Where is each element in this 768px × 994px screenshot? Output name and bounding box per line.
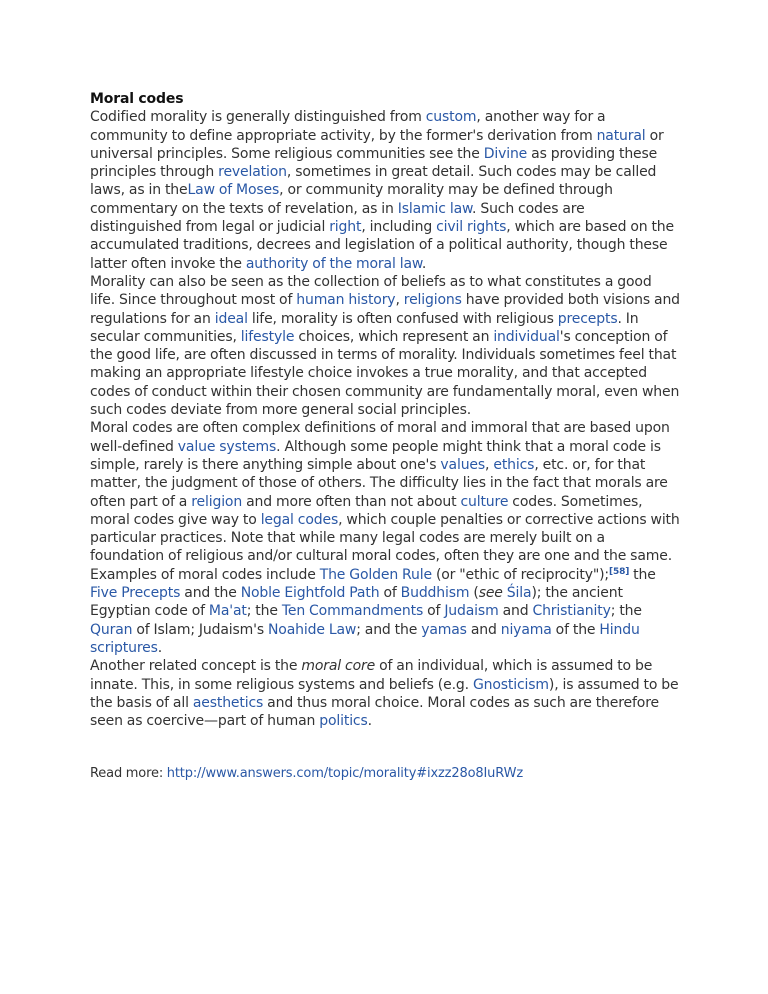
link-buddhism[interactable]: Buddhism (400, 585, 470, 602)
link-niyama[interactable]: niyama (500, 621, 552, 638)
link-civil-rights[interactable]: civil rights (436, 219, 507, 236)
paragraph-4: Examples of moral codes include The Golden Rule (or "ethic of reciprocity");[58] the Five Precepts and the Noble Eightfold Path of Buddhism (see Śila); the ancient Egyptian code of Ma'at; the Ten Commandments of Judaism and Christianity; the Quran of Islam; Judaism's Noahide Law; and the yamas and niyama of the Hindu scriptures. (90, 566, 656, 656)
link-culture[interactable]: culture (460, 493, 509, 510)
emphasis-moral-core: moral core (301, 658, 376, 675)
link-christianity[interactable]: Christianity (532, 603, 611, 620)
read-more (90, 765, 680, 783)
link-individual[interactable]: individual (493, 328, 560, 345)
link-noahide-law[interactable]: Noahide Law (267, 621, 357, 638)
link-politics[interactable]: politics (319, 713, 368, 730)
link-ten-commandments[interactable]: Ten Commandments (281, 603, 424, 620)
link-revelation[interactable]: revelation (218, 164, 287, 181)
link-precepts[interactable]: precepts (557, 310, 618, 327)
link-hindu-scriptures[interactable]: Hindu scriptures (90, 621, 640, 656)
link-law-of-moses[interactable]: Law of Moses (187, 182, 280, 199)
link-legal-codes[interactable]: legal codes (260, 511, 339, 528)
link-custom[interactable]: custom (425, 109, 477, 126)
link-maat[interactable]: Ma'at (208, 603, 247, 620)
citation-link[interactable]: [58] (609, 566, 630, 577)
link-lifestyle[interactable]: lifestyle (240, 328, 295, 345)
link-ideal[interactable]: ideal (214, 310, 248, 327)
link-natural[interactable]: natural (596, 127, 646, 144)
section-heading: Moral codes (90, 91, 184, 107)
read-more-link[interactable]: http://www.answers.com/topic/morality#ixzz28o8IuRWz (166, 766, 524, 782)
paragraph-5: Another related concept is the moral core of an individual, which is assumed to be innate. This, in some religious systems and beliefs (e.g. Gnosticism), is assumed to be the basis of all aesthetics and thus moral choice. Moral codes as such are therefore seen as coercive—part of human politics. (90, 658, 679, 730)
link-quran[interactable]: Quran (90, 621, 133, 638)
link-religions[interactable]: religions (403, 292, 462, 309)
link-sila[interactable]: Śila (506, 585, 532, 602)
link-yamas[interactable]: yamas (421, 621, 467, 638)
link-golden-rule[interactable]: The Golden Rule (319, 566, 432, 583)
read-more-label: Read more: (90, 766, 167, 782)
link-aesthetics[interactable]: aesthetics (192, 694, 264, 711)
link-islamic-law[interactable]: Islamic law (397, 200, 473, 217)
paragraph-2: Morality can also be seen as the collection of beliefs as to what constitutes a good life. Since throughout most of human history, religions have provided both visions and regulations for an ideal life, morality is often confused with religious precepts. In secular communities, lifestyle choices, which represent an individual's conception of the good life, are often discussed in terms of morality. Individuals sometimes feel that making an appropriate lifestyle choice invokes a true morality, and that accepted codes of conduct within their chosen community are fundamentally moral, even when such codes deviate from more general social principles. (90, 273, 680, 419)
link-right[interactable]: right (329, 219, 362, 236)
link-authority-of-moral-law[interactable]: authority of the moral law (245, 255, 422, 272)
link-ethics[interactable]: ethics (493, 456, 535, 473)
emphasis-see: see (478, 585, 503, 602)
link-judaism[interactable]: Judaism (444, 603, 499, 620)
link-divine[interactable]: Divine (483, 145, 528, 162)
link-values[interactable]: values (440, 456, 486, 473)
link-religion[interactable]: religion (191, 493, 243, 510)
link-human-history[interactable]: human history (296, 292, 396, 309)
paragraph-3: Moral codes are often complex definitions of moral and immoral that are based upon well-defined value systems. Although some people might think that a moral code is simple, rarely is there anything simple about one's values, ethics, etc. or, for that matter, the judgment of those of others. The difficulty lies in the fact that morals are often part of a religion and more often than not about culture codes. Sometimes, moral codes give way to legal codes, which couple penalties or corrective actions with particular practices. Note that while many legal codes are merely built on a foundation of religious and/or cultural moral codes, often they are one and the same. (90, 420, 680, 565)
link-value-systems[interactable]: value systems (177, 438, 277, 455)
link-five-precepts[interactable]: Five Precepts (90, 585, 181, 602)
article (90, 90, 680, 784)
link-gnosticism[interactable]: Gnosticism (472, 676, 549, 693)
paragraph-1: Codified morality is generally distinguished from custom, another way for a community to define appropriate activity, by the former's derivation from natural or universal principles. Some religious communities see the Divine as providing these principles through revelation, sometimes in great detail. Such codes may be called laws, as in theLaw of Moses, or community morality may be defined through commentary on the texts of revelation, as in Islamic law. Such codes are distinguished from legal or judicial right, including civil rights, which are based on the accumulated traditions, decrees and legislation of a political authority, though these latter often invoke the authority of the moral law. (90, 109, 674, 272)
citation-58[interactable] (609, 567, 629, 577)
link-noble-eightfold-path[interactable]: Noble Eightfold Path (240, 585, 380, 602)
